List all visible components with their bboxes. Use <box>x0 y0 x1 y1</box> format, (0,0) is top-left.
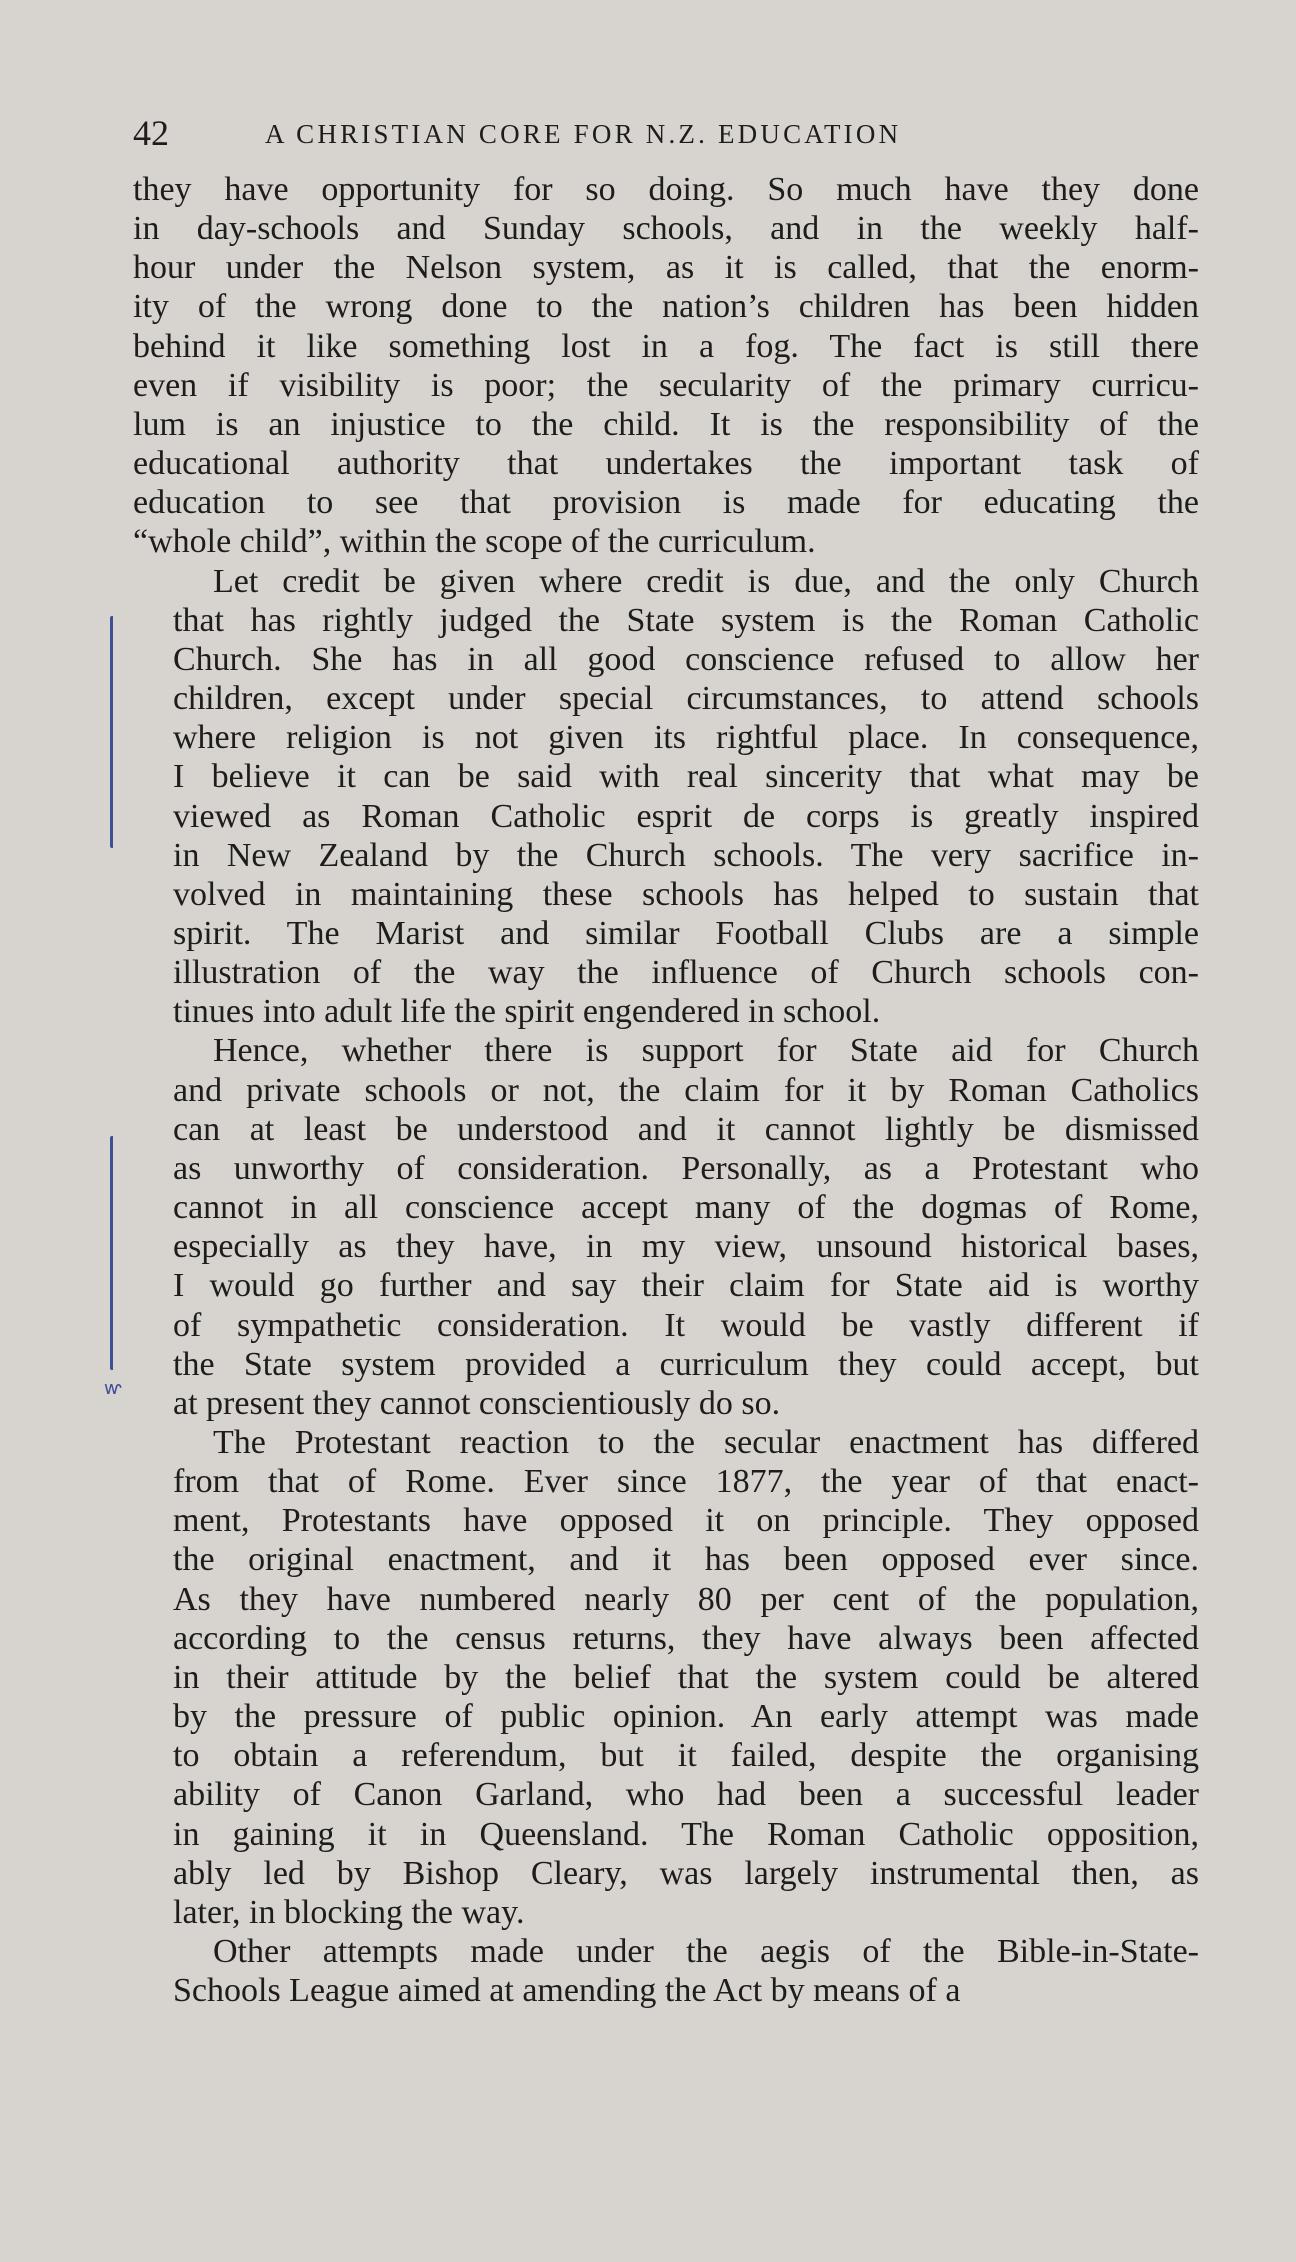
text-line: especially as they have, in my view, unsound historical bases, <box>173 1228 1199 1266</box>
text-line: of sympathetic consideration. It would be vastly different if <box>173 1306 1199 1344</box>
text-line: viewed as Roman Catholic esprit de corps is greatly inspired <box>173 797 1199 835</box>
text-line: As they have numbered nearly 80 per cent of the population, <box>173 1580 1199 1618</box>
margin-annotation-bracket <box>110 616 118 848</box>
text-line: from that of Rome. Ever since 1877, the year of that enact- <box>173 1463 1199 1501</box>
page-number: 42 <box>133 113 169 153</box>
text-line: ability of Canon Garland, who had been a successful leader <box>173 1776 1199 1814</box>
text-line: in gaining it in Queensland. The Roman Catholic opposition, <box>173 1815 1199 1853</box>
page-header <box>133 108 1193 158</box>
text-line: Other attempts made under the aegis of the Bible-in-State- <box>213 1933 1199 1971</box>
text-line: educational authority that undertakes the important task of <box>133 445 1199 483</box>
text-line: that has rightly judged the State system is the Roman Catholic <box>173 601 1199 639</box>
text-line: at present they cannot conscientiously do so. <box>173 1384 781 1422</box>
text-line: as unworthy of consideration. Personally, as a Protestant who <box>173 1149 1199 1187</box>
text-line: The Protestant reaction to the secular enactment has differed <box>213 1424 1199 1461</box>
text-line: the original enactment, and it has been opposed ever since. <box>173 1541 1199 1579</box>
text-line: spirit. The Marist and similar Football Clubs are a simple <box>173 914 1199 952</box>
margin-annotation-bracket <box>110 1136 118 1370</box>
text-line: according to the census returns, they have always been affected <box>173 1619 1199 1657</box>
text-line: ably led by Bishop Cleary, was largely instrumental then, as <box>173 1854 1199 1892</box>
text-line: “whole child”, within the scope of the curriculum. <box>133 523 816 561</box>
text-line: to obtain a referendum, but it failed, despite the organising <box>173 1737 1199 1775</box>
text-line: in their attitude by the belief that the system could be altered <box>173 1658 1199 1696</box>
text-line: Church. She has in all good conscience refused to allow her <box>173 640 1199 678</box>
text-line: even if visibility is poor; the secularity of the primary curricu- <box>133 366 1199 404</box>
text-line: tinues into adult life the spirit engendered in school. <box>173 993 881 1031</box>
text-line: can at least be understood and it cannot lightly be dismissed <box>173 1110 1199 1148</box>
text-line: hour under the Nelson system, as it is called, that the enorm- <box>133 249 1199 287</box>
paragraph <box>133 1031 1199 1423</box>
text-line: Let credit be given where credit is due, and the only Church <box>213 562 1199 600</box>
body-text <box>133 170 1199 2010</box>
running-title: A CHRISTIAN CORE FOR N.Z. EDUCATION <box>265 119 902 149</box>
text-line: behind it like something lost in a fog. The fact is still there <box>133 327 1199 365</box>
text-line: they have opportunity for so doing. So much have they done <box>133 171 1199 208</box>
text-line: ity of the wrong done to the nation’s children has been hidden <box>133 288 1199 326</box>
paragraph <box>133 1932 1199 2010</box>
text-line: I believe it can be said with real sincerity that what may be <box>173 758 1199 796</box>
text-line: where religion is not given its rightful place. In consequence, <box>173 719 1199 757</box>
text-line: and private schools or not, the claim for it by Roman Catholics <box>173 1071 1199 1109</box>
text-line: in day-schools and Sunday schools, and in the weekly half- <box>133 210 1199 248</box>
text-line: by the pressure of public opinion. An early attempt was made <box>173 1698 1199 1736</box>
margin-annotation-mark: ⱳ <box>104 1378 122 1399</box>
text-line: children, except under special circumstances, to attend schools <box>173 680 1199 718</box>
text-line: in New Zealand by the Church schools. The very sacrifice in- <box>173 836 1199 874</box>
paragraph <box>133 1423 1199 1932</box>
text-line: cannot in all conscience accept many of the dogmas of Rome, <box>173 1189 1199 1227</box>
text-line: ment, Protestants have opposed it on principle. They opposed <box>173 1502 1199 1540</box>
text-line: I would go further and say their claim for State aid is worthy <box>173 1267 1199 1305</box>
paragraph <box>133 562 1199 1032</box>
text-line: Hence, whether there is support for State aid for Church <box>213 1032 1199 1070</box>
paragraph <box>133 170 1199 562</box>
text-line: Schools League aimed at amending the Act by means of a <box>173 1972 961 2010</box>
text-line: illustration of the way the influence of Church schools con- <box>173 954 1199 992</box>
text-line: later, in blocking the way. <box>173 1893 525 1931</box>
text-line: volved in maintaining these schools has helped to sustain that <box>173 875 1199 913</box>
text-line: the State system provided a curriculum they could accept, but <box>173 1345 1199 1383</box>
text-line: lum is an injustice to the child. It is the responsibility of the <box>133 405 1199 443</box>
text-line: education to see that provision is made for educating the <box>133 484 1199 522</box>
